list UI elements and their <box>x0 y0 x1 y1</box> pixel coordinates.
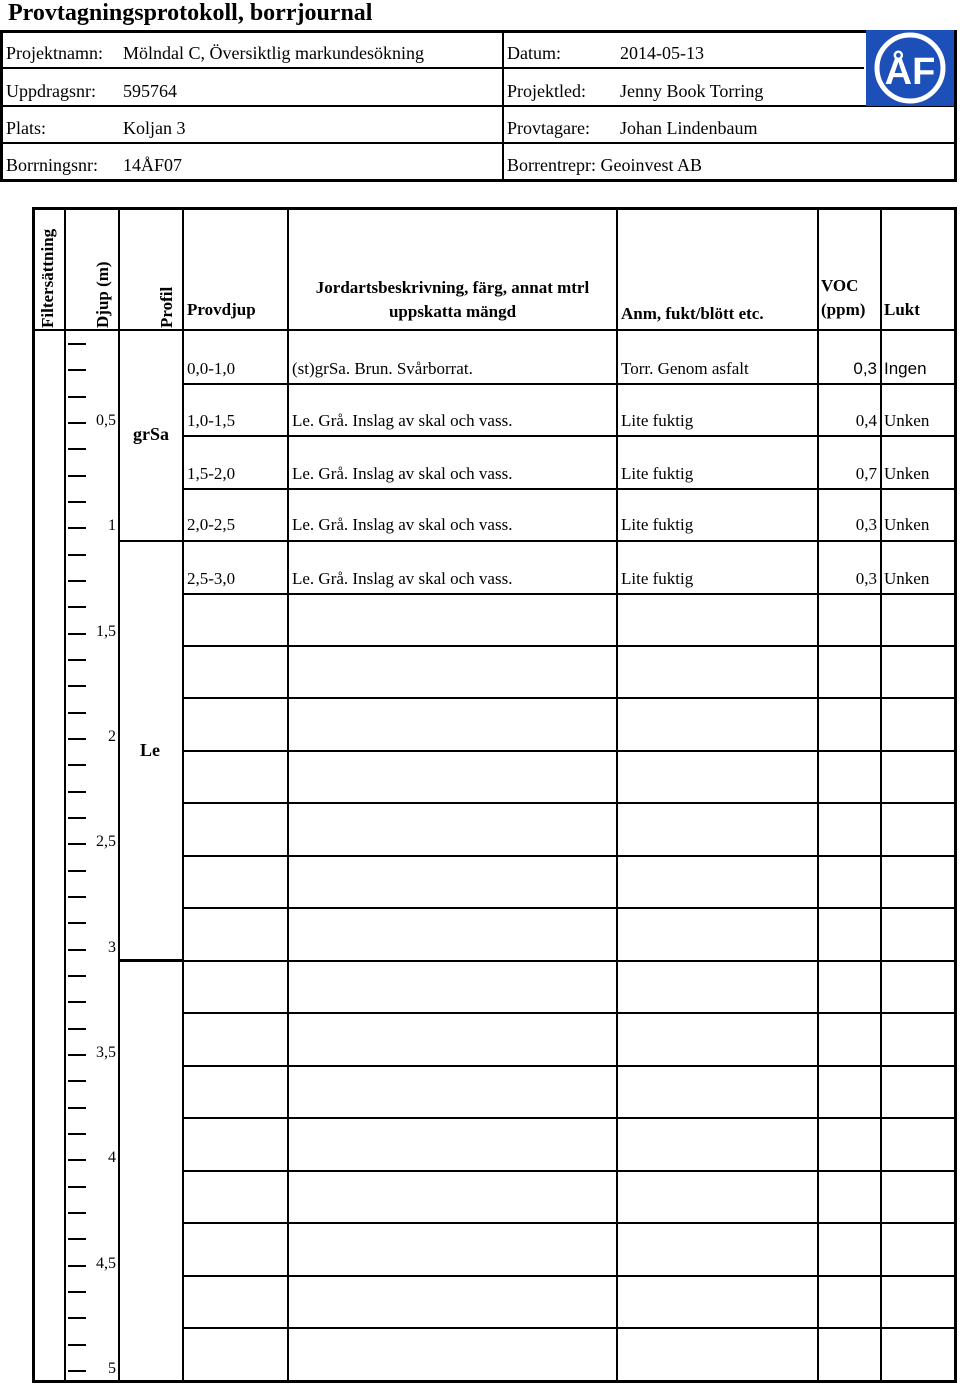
col-provdjup: Provdjup <box>187 300 256 319</box>
sample-provdjup: 1,0-1,5 <box>187 411 236 430</box>
col-djup: Djup (m) <box>93 261 112 328</box>
document-title: Provtagningsprotokoll, borrjournal <box>8 0 373 26</box>
depth-label: 1,5 <box>96 623 116 640</box>
col-voc-line2: (ppm) <box>821 300 866 319</box>
plats-label: Plats: <box>6 118 47 138</box>
uppdragsnr-value: 595764 <box>123 81 177 101</box>
col-filter: Filtersättning <box>38 228 57 328</box>
sample-voc: 0,3 <box>855 569 877 588</box>
sample-anm: Lite fuktig <box>621 569 694 588</box>
sample-voc: 0,4 <box>855 411 877 430</box>
borrningsnr-value: 14ÅF07 <box>123 155 183 175</box>
datum-value: 2014-05-13 <box>620 43 704 63</box>
col-profil: Profil <box>157 286 176 328</box>
datum-label: Datum: <box>507 43 561 63</box>
provtagare-value: Johan Lindenbaum <box>620 118 758 138</box>
depth-label: 5 <box>108 1360 116 1377</box>
depth-label: 4,5 <box>96 1255 116 1272</box>
sample-beskrivning: Le. Grå. Inslag av skal och vass. <box>292 464 513 483</box>
sample-beskrivning: Le. Grå. Inslag av skal och vass. <box>292 515 513 534</box>
sample-anm: Torr. Genom asfalt <box>621 359 749 378</box>
sample-lukt: Unken <box>884 515 930 534</box>
profile-label: Le <box>140 740 160 760</box>
af-logo-icon <box>866 30 954 106</box>
sample-anm: Lite fuktig <box>621 464 694 483</box>
projektled-label: Projektled: <box>507 81 586 101</box>
sample-lukt: Unken <box>884 464 930 483</box>
sample-beskrivning: Le. Grå. Inslag av skal och vass. <box>292 569 513 588</box>
sample-lukt: Unken <box>884 411 930 430</box>
sample-beskrivning: Le. Grå. Inslag av skal och vass. <box>292 411 513 430</box>
svg-text:ÅF: ÅF <box>884 51 936 93</box>
projektnamn-value: Mölndal C, Översiktlig markundesökning <box>123 43 424 63</box>
provtagare-label: Provtagare: <box>507 118 590 138</box>
borrentrepr: Borrentrepr: Geoinvest AB <box>507 155 702 175</box>
sample-voc: 0,3 <box>855 515 877 534</box>
sample-anm: Lite fuktig <box>621 515 694 534</box>
sample-lukt: Ingen <box>884 359 927 378</box>
sample-provdjup: 1,5-2,0 <box>187 464 236 483</box>
sample-anm: Lite fuktig <box>621 411 694 430</box>
sample-beskrivning: (st)grSa. Brun. Svårborrat. <box>292 359 473 378</box>
sample-lukt: Unken <box>884 569 930 588</box>
sample-voc: 0,3 <box>853 359 877 378</box>
projektnamn-label: Projektnamn: <box>6 43 103 63</box>
depth-label: 3,5 <box>96 1044 116 1061</box>
depth-label: 3 <box>108 939 116 956</box>
sample-provdjup: 2,0-2,5 <box>187 515 236 534</box>
uppdragsnr-label: Uppdragsnr: <box>6 81 96 101</box>
projektled-value: Jenny Book Torring <box>620 81 764 101</box>
sample-provdjup: 2,5-3,0 <box>187 569 236 588</box>
col-jordart-line1: Jordartsbeskrivning, färg, annat mtrl <box>315 278 590 297</box>
sample-voc: 0,7 <box>855 464 877 483</box>
sample-provdjup: 0,0-1,0 <box>187 359 236 378</box>
col-voc-line1: VOC <box>821 276 859 295</box>
borrningsnr-label: Borrningsnr: <box>6 155 98 175</box>
depth-label: 2,5 <box>96 833 116 850</box>
col-anm: Anm, fukt/blött etc. <box>621 304 764 323</box>
depth-label: 1 <box>108 517 116 534</box>
depth-label: 0,5 <box>96 412 116 429</box>
profile-label: grSa <box>133 424 169 444</box>
col-lukt: Lukt <box>884 300 920 319</box>
col-jordart-line2: uppskatta mängd <box>388 302 517 321</box>
plats-value: Koljan 3 <box>123 118 186 138</box>
depth-label: 2 <box>108 728 116 745</box>
depth-label: 4 <box>108 1149 116 1166</box>
